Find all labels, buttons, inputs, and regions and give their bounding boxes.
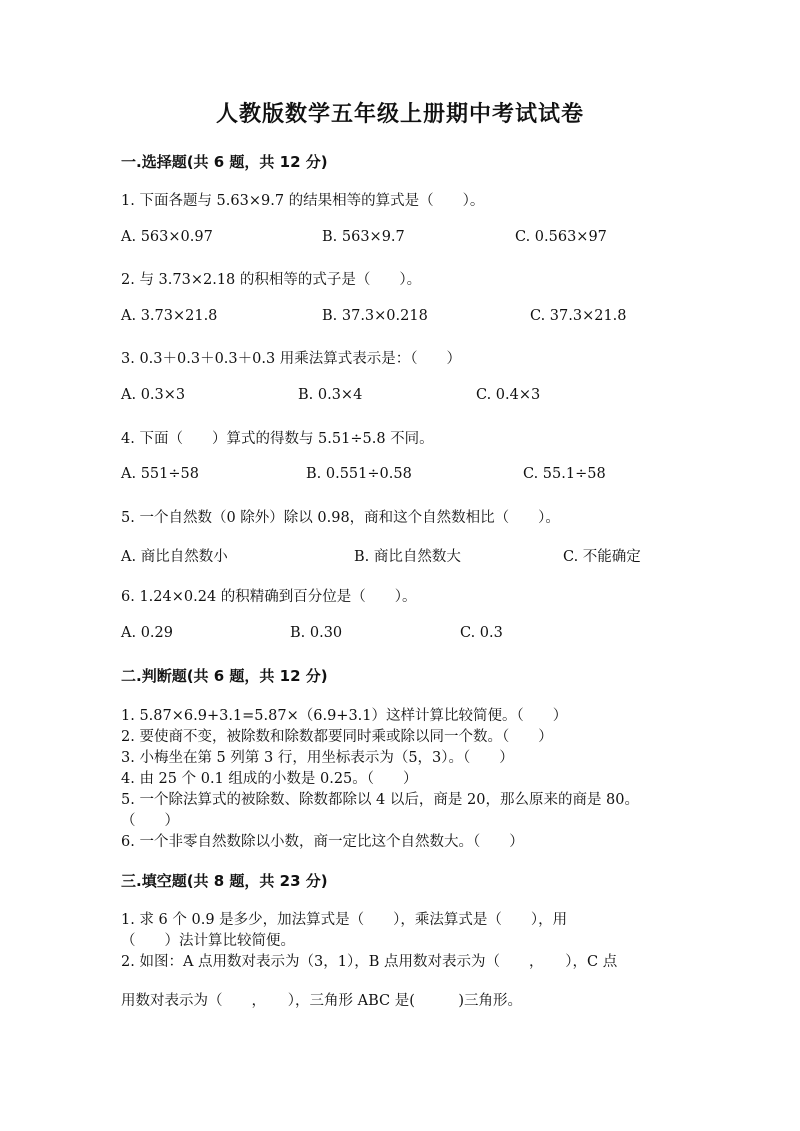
section-header-choice: 一.选择题(共 6 题，共 12 分) [121,153,328,171]
judgement-line: 3. 小梅坐在第 5 列第 3 行，用坐标表示为（5，3）。（ ） [121,750,514,766]
section-header-judgement: 二.判断题(共 6 题，共 12 分) [121,667,328,685]
option-b: B. 商比自然数大 [354,549,461,565]
option-b: B. 0.30 [290,625,343,641]
question-stem: 5. 一个自然数（0 除外）除以 0.98，商和这个自然数相比（ ）。 [121,510,560,526]
option-b: B. 0.551÷0.58 [306,466,412,482]
question-stem: 6. 1.24×0.24 的积精确到百分位是（ ）。 [121,589,417,605]
option-a: A. 商比自然数小 [121,549,228,565]
option-a: A. 551÷58 [121,466,199,482]
option-b: B. 0.3×4 [298,387,363,403]
judgement-line: 6. 一个非零自然数除以小数，商一定比这个自然数大。（ ） [121,834,524,850]
option-b: B. 563×9.7 [322,229,405,245]
option-c: C. 55.1÷58 [523,466,606,482]
fill-in-line: （ ）法计算比较简便。 [121,933,295,949]
option-c: C. 37.3×21.8 [530,308,627,324]
option-c: C. 不能确定 [563,549,641,565]
option-c: C. 0.4×3 [476,387,541,403]
option-a: A. 0.29 [121,625,173,641]
question-stem: 2. 与 3.73×2.18 的积相等的式子是（ ）。 [121,272,422,288]
option-a: A. 0.3×3 [121,387,186,403]
option-a: A. 563×0.97 [121,229,213,245]
option-a: A. 3.73×21.8 [121,308,218,324]
option-c: C. 0.563×97 [515,229,607,245]
fill-in-line: 用数对表示为（ ， ），三角形 ABC 是( )三角形。 [121,993,523,1009]
judgement-line: 4. 由 25 个 0.1 组成的小数是 0.25。（ ） [121,771,418,787]
judgement-line: 2. 要使商不变，被除数和除数都要同时乘或除以同一个数。（ ） [121,729,553,745]
page-title: 人教版数学五年级上册期中考试试卷 [215,102,584,127]
section-header-fill-in: 三.填空题(共 8 题，共 23 分) [121,872,328,890]
option-b: B. 37.3×0.218 [322,308,428,324]
judgement-line: 1. 5.87×6.9+3.1=5.87×（6.9+3.1）这样计算比较简便。（ ） [121,708,568,724]
judgement-line: （ ） [121,813,179,829]
question-stem: 1. 下面各题与 5.63×9.7 的结果相等的算式是（ ）。 [121,193,485,209]
fill-in-line: 1. 求 6 个 0.9 是多少，加法算式是（ ），乘法算式是（ ），用 [121,912,568,928]
judgement-line: 5. 一个除法算式的被除数、除数都除以 4 以后，商是 20，那么原来的商是 80。 [121,792,640,808]
question-stem: 3. 0.3＋0.3＋0.3＋0.3 用乘法算式表示是：（ ） [121,351,462,367]
question-stem: 4. 下面（ ）算式的得数与 5.51÷5.8 不同。 [121,431,434,447]
fill-in-line: 2. 如图：A 点用数对表示为（3，1），B 点用数对表示为（ ， ），C 点 [121,954,618,970]
option-c: C. 0.3 [460,625,503,641]
